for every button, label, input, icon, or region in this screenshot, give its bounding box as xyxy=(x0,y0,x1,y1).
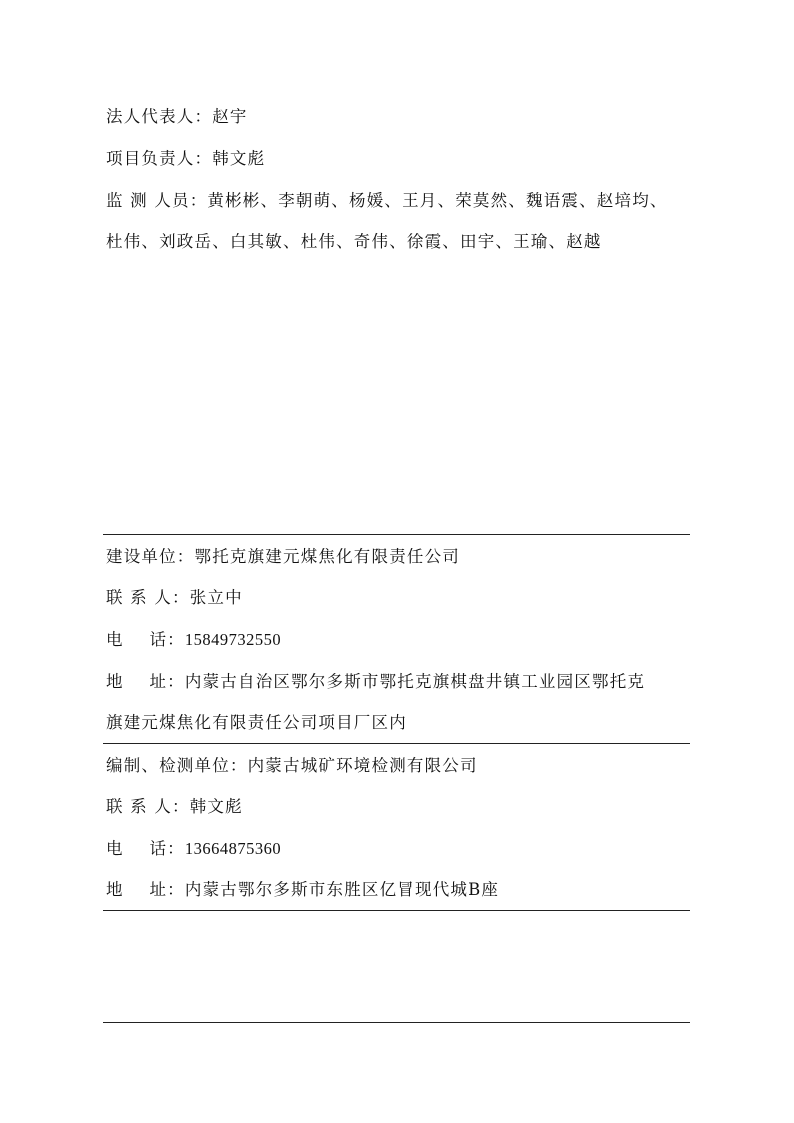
footer-divider xyxy=(103,1022,690,1023)
construction-unit-address xyxy=(106,671,645,693)
phone-value: 13664875360 xyxy=(184,839,282,858)
testing-unit-phone xyxy=(106,838,281,860)
monitoring-staff-line-1: 监 测 人员：黄彬彬、李朝萌、杨媛、王月、荣莫然、魏语震、赵培均、 xyxy=(106,191,668,210)
phone-label: 电 话： xyxy=(106,630,185,649)
testing-unit-address xyxy=(106,879,499,901)
testing-unit-contact xyxy=(106,796,243,818)
contact-label: 联 系 人： xyxy=(106,588,190,607)
address-label: 地 址： xyxy=(106,672,185,691)
contact-value: 韩文彪 xyxy=(189,797,243,816)
monitoring-staff-line-2: 杜伟、刘政岳、白其敏、杜伟、奇伟、徐霞、田宇、王瑜、赵越 xyxy=(106,232,602,251)
phone-label: 电 话： xyxy=(106,839,185,858)
address-label: 地 址： xyxy=(106,880,185,899)
phone-value: 15849732550 xyxy=(184,630,282,649)
construction-unit-address-line-2: 旗建元煤焦化有限责任公司项目厂区内 xyxy=(106,713,407,732)
contact-label: 联 系 人： xyxy=(106,797,190,816)
divider-bottom xyxy=(103,910,690,911)
project-leader: 项目负责人：韩文彪 xyxy=(106,149,266,168)
legal-representative: 法人代表人：赵宇 xyxy=(106,107,248,126)
address-value: 内蒙古鄂尔多斯市东胜区亿冒现代城B座 xyxy=(184,880,500,899)
divider-middle xyxy=(103,743,690,744)
testing-unit-name: 编制、检测单位：内蒙古城矿环境检测有限公司 xyxy=(106,756,478,775)
contact-value: 张立中 xyxy=(189,588,243,607)
divider-top xyxy=(103,534,690,535)
address-value: 内蒙古自治区鄂尔多斯市鄂托克旗棋盘井镇工业园区鄂托克 xyxy=(184,672,646,691)
construction-unit-contact xyxy=(106,587,243,609)
construction-unit-phone xyxy=(106,629,281,651)
construction-unit-name: 建设单位：鄂托克旗建元煤焦化有限责任公司 xyxy=(106,547,460,566)
